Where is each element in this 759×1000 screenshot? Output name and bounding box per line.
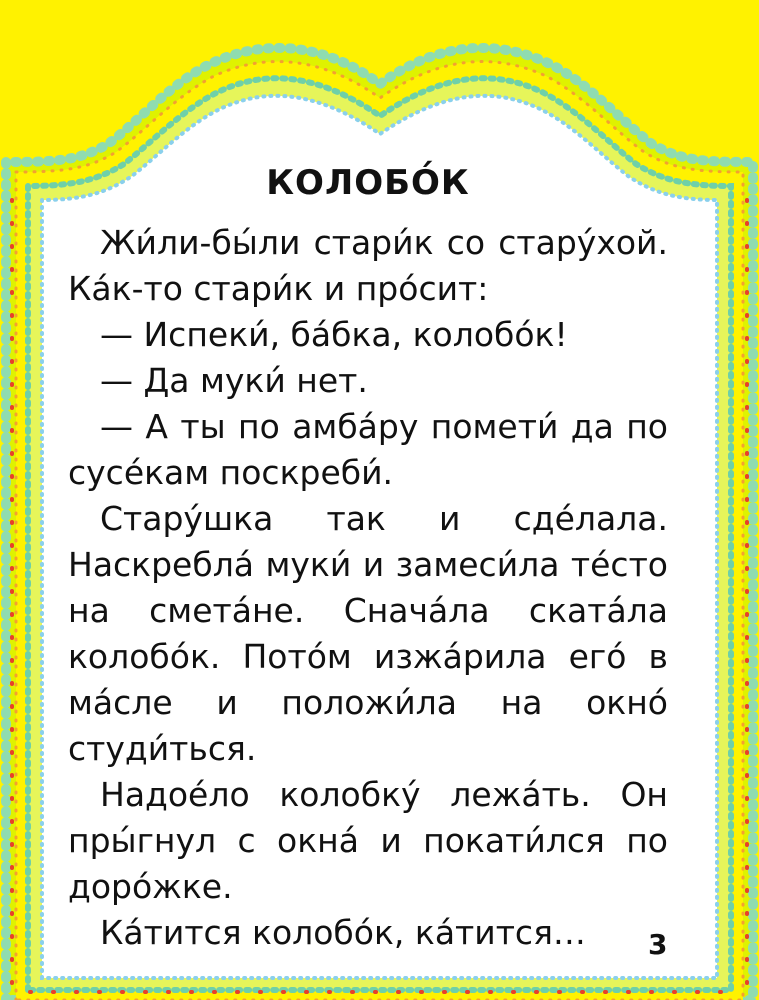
story-paragraph: Жи́ли-бы́ли стари́к со стару́хой. Ка́к-то стари́к и про́сит:	[68, 223, 668, 308]
story-text-block	[68, 160, 668, 956]
story-paragraph: — Да муки́ нет.	[100, 361, 368, 400]
page-number: 3	[648, 928, 668, 961]
story-paragraph: — А ты по амба́ру помети́ да по сусе́кам поскреби́.	[68, 407, 668, 492]
story-paragraph: Надое́ло колобку́ лежа́ть. Он пры́гнул с окна́ и покати́лся по доро́жке.	[68, 775, 668, 906]
story-paragraph: Стару́шка так и сде́лала. Наскребла́ муки́ и замеси́ла те́сто на смета́не. Снача́ла ската́ла колобо́к. Пото́м изжа́рила его́ в ма́сле и положи́ла на окно́ студи́ться.	[68, 499, 668, 768]
story-title: КОЛОБО́К	[266, 163, 470, 203]
story-paragraph: — Испеки́, ба́бка, колобо́к!	[100, 315, 568, 354]
story-paragraph: Ка́тится колобо́к, ка́тится…	[100, 913, 586, 952]
